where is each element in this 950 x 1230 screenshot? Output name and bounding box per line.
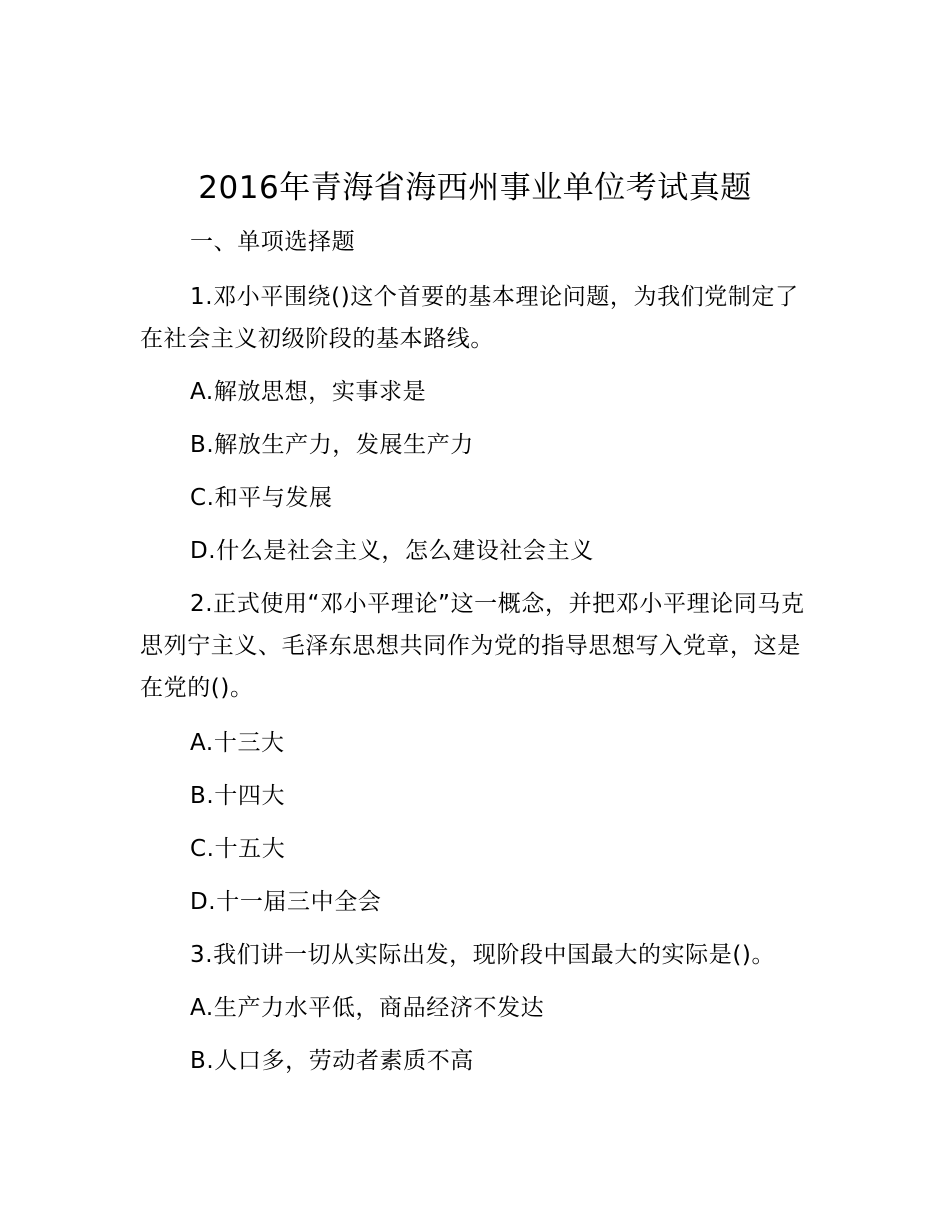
question-stem-text: 1.邓小平围绕()这个首要的基本理论问题，为我们党制定了在社会主义初级阶段的基本路线。 [140,284,799,352]
document-title: 2016年青海省海西州事业单位考试真题 [198,170,752,206]
question-2-option-a: A.十三大 [190,730,285,756]
question-stem-text: 2.正式使用“邓小平理论”这一概念，并把邓小平理论同马克思列宁主义、毛泽东思想共同作为党的指导思想写入党章，这是在党的()。 [140,591,805,701]
question-1-option-b: B.解放生产力，发展生产力 [190,432,474,458]
question-2-option-d: D.十一届三中全会 [190,889,382,915]
section-heading: 一、单项选择题 [190,229,356,255]
question-3-stem: 3.我们讲一切从实际出发，现阶段中国最大的实际是()。 [190,942,776,968]
question-2-option-c: C.十五大 [190,836,286,862]
question-1-option-a: A.解放思想，实事求是 [190,379,427,405]
question-1-stem [140,276,820,360]
question-1-option-d: D.什么是社会主义，怎么建设社会主义 [190,538,594,564]
question-3-option-a: A.生产力水平低，商品经济不发达 [190,995,545,1021]
question-2-stem [140,583,820,709]
question-2-option-b: B.十四大 [190,783,286,809]
question-1-option-c: C.和平与发展 [190,485,333,511]
question-3-option-b: B.人口多，劳动者素质不高 [190,1048,474,1074]
